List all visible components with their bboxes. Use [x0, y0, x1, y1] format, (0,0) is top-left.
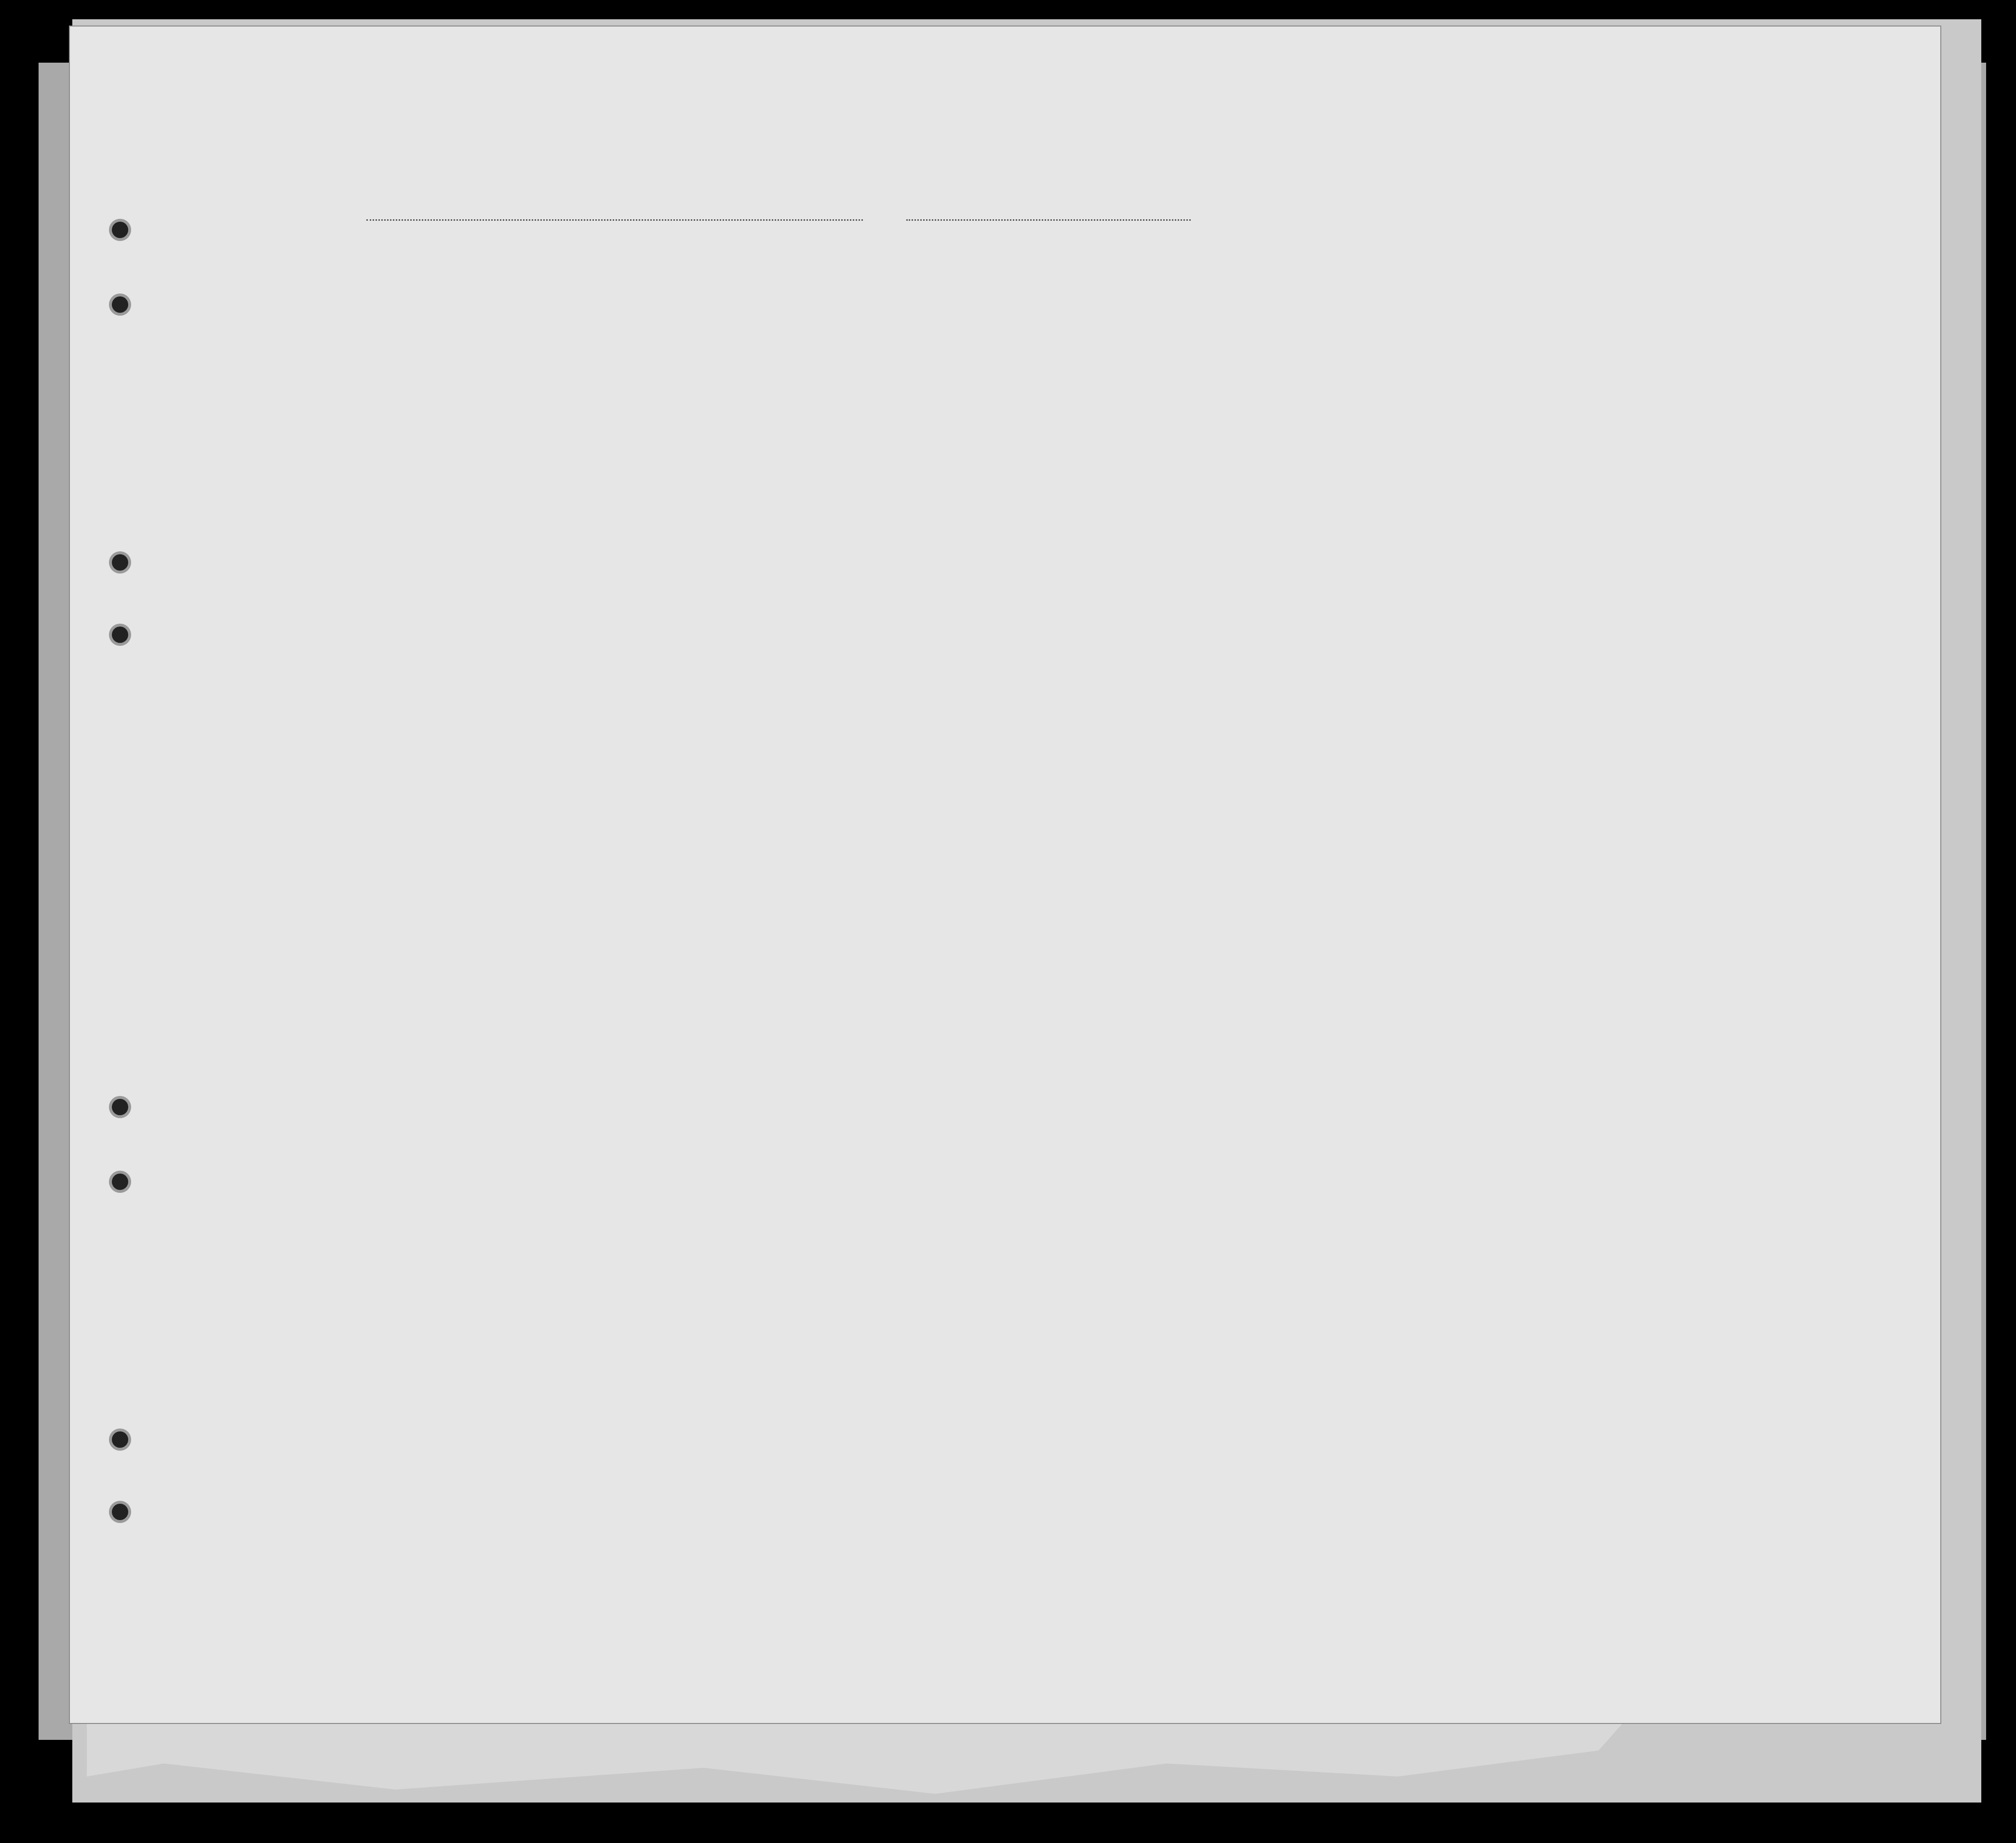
- header-overthrow: [1359, 284, 1393, 405]
- header-citizen: [1253, 284, 1280, 405]
- header-purpose-a: [1130, 304, 1157, 405]
- header-feet: [1610, 386, 1629, 414]
- header-money: [721, 284, 740, 405]
- header-ticket: [605, 284, 624, 405]
- header-deported: [1456, 284, 1485, 405]
- header-inches: [1632, 381, 1651, 414]
- header-prison: [1282, 284, 1309, 405]
- header-offer: [1412, 284, 1446, 405]
- header-anarchist: [1340, 284, 1357, 405]
- header-polygamist: [1321, 284, 1338, 405]
- header-purpose-b: [1191, 304, 1217, 405]
